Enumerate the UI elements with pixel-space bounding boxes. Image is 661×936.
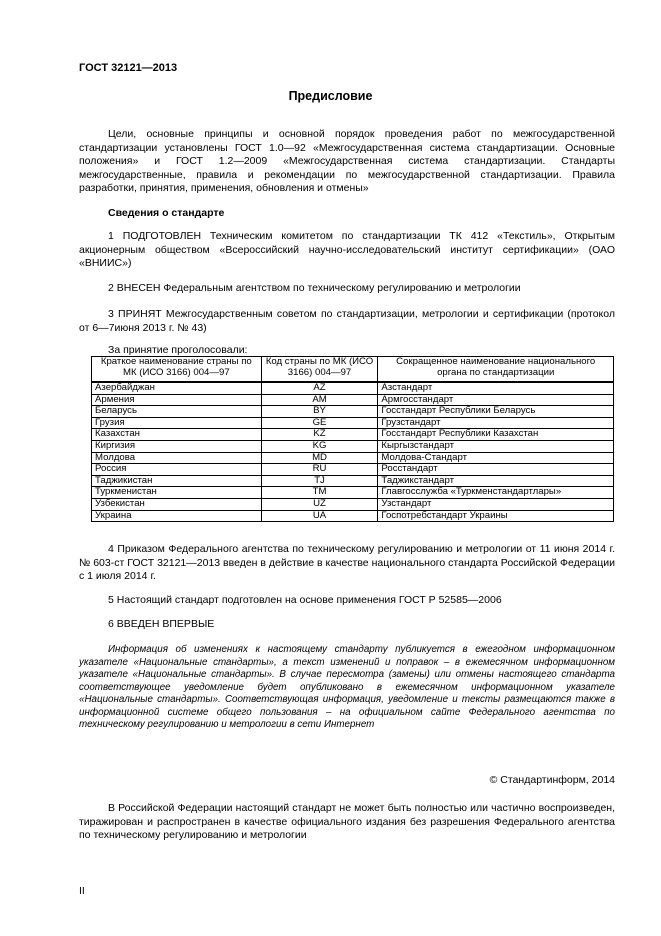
cell-country: Азербайджан: [92, 382, 262, 394]
cell-country: Казахстан: [92, 429, 262, 441]
legal-note: В Российской Федерации настоящий стандарт не может быть полностью или частично воспроизведен, тиражирован и распространен в качестве официального издания без разрешения Федерального агентства по техническому регулированию и метрологии: [79, 802, 615, 841]
cell-code: AM: [261, 394, 378, 406]
table-row: [92, 510, 614, 522]
table-row: [92, 498, 614, 510]
table-row: [92, 417, 614, 429]
cell-country: Армения: [92, 394, 262, 406]
table-row: [92, 429, 614, 441]
document-id: ГОСТ 32121—2013: [79, 62, 178, 74]
votes-label: За принятие проголосовали:: [108, 344, 248, 356]
table-row: [92, 464, 614, 476]
section-heading: Сведения о стандарте: [108, 207, 225, 219]
header-country: Краткое наименование страны по МК (ИСО 3166) 004—97: [92, 357, 262, 383]
cell-body: Кыргызстандарт: [378, 440, 614, 452]
cell-body: Молдова-Стандарт: [378, 452, 614, 464]
table-row: [92, 382, 614, 394]
cell-code: GE: [261, 417, 378, 429]
page-number: II: [79, 885, 85, 897]
cell-body: Госстандарт Республики Беларусь: [378, 406, 614, 418]
cell-body: Узстандарт: [378, 498, 614, 510]
votes-table: [91, 356, 614, 522]
cell-body: Армгосстандарт: [378, 394, 614, 406]
table-row: [92, 440, 614, 452]
item-5-paragraph: 5 Настоящий стандарт подготовлен на основе применения ГОСТ Р 52585—2006: [108, 594, 502, 606]
cell-body: Госстандарт Республики Казахстан: [378, 429, 614, 441]
cell-code: KG: [261, 440, 378, 452]
table-row: [92, 487, 614, 499]
cell-code: UZ: [261, 498, 378, 510]
cell-code: TJ: [261, 475, 378, 487]
cell-body: Азстандарт: [378, 382, 614, 394]
header-code: Код страны по МК (ИСО 3166) 004—97: [261, 357, 378, 383]
item-6-paragraph: 6 ВВЕДЕН ВПЕРВЫЕ: [108, 618, 215, 630]
cell-body: Главгосслужба «Туркменстандартлары»: [378, 487, 614, 499]
table-row: [92, 475, 614, 487]
cell-body: Росстандарт: [378, 464, 614, 476]
page-title: Предисловие: [288, 89, 373, 103]
intro-paragraph: Цели, основные принципы и основной порядок проведения работ по межгосударственной стандартизации установлены ГОСТ 1.0—92 «Межгосударственная система стандартизации. Основные положения» и ГОСТ 1.2—2009 «Межгосударственная система стандартизации. Стандарты межгосударственные, правила и рекомендации по межгосударственной стандартизации. Правила разработки, принятия, применения, обновления и отмены»: [79, 128, 615, 194]
cell-code: BY: [261, 406, 378, 418]
item-2-paragraph: 2 ВНЕСЕН Федеральным агентством по техническому регулированию и метрологии: [108, 282, 521, 294]
item-3-paragraph: 3 ПРИНЯТ Межгосударственным советом по стандартизации, метрологии и сертификации (протокол от 6—7июня 2013 г. № 43): [79, 308, 615, 334]
table-row: [92, 394, 614, 406]
cell-country: Таджикистан: [92, 475, 262, 487]
table-row: [92, 406, 614, 418]
cell-code: KZ: [261, 429, 378, 441]
cell-code: UA: [261, 510, 378, 522]
cell-code: TM: [261, 487, 378, 499]
copyright: © Стандартинформ, 2014: [489, 774, 615, 786]
votes-table-container: [91, 356, 614, 522]
cell-body: Грузстандарт: [378, 417, 614, 429]
info-note: Информация об изменениях к настоящему стандарту публикуется в ежегодном информационном указателе «Национальные стандарты», а текст изменений и поправок – в ежемесячном информационном указателе «Национальные стандарты». В случае пересмотра (замены) или отмены настоящего стандарта соответствующее уведомление будет опубликовано в ежемесячном информационном указателе «Национальные стандарты». Соответствующая информация, уведомление и тексты размещаются также в информационной системе общего пользования – на официальном сайте Федерального агентства по техническому регулированию и метрологии в сети Интернет: [79, 644, 615, 730]
item-1-paragraph: 1 ПОДГОТОВЛЕН Техническим комитетом по стандартизации ТК 412 «Текстиль», Открытым акционерным обществом «Всероссийский научно-исследовательский институт сертификации» (ОАО «ВНИИС»): [79, 230, 615, 269]
table-row: [92, 452, 614, 464]
cell-country: Россия: [92, 464, 262, 476]
header-body: Сокращенное наименование национального органа по стандартизации: [378, 357, 614, 383]
cell-country: Украина: [92, 510, 262, 522]
cell-country: Молдова: [92, 452, 262, 464]
cell-code: AZ: [261, 382, 378, 394]
cell-code: RU: [261, 464, 378, 476]
cell-code: MD: [261, 452, 378, 464]
cell-country: Киргизия: [92, 440, 262, 452]
cell-body: Госпотребстандарт Украины: [378, 510, 614, 522]
item-4-paragraph: 4 Приказом Федерального агентства по техническому регулированию и метрологии от 11 июня 2014 г. № 603-ст ГОСТ 32121—2013 введен в действие в качестве национального стандарта Российской Федерации с 1 июля 2014 г.: [79, 543, 615, 582]
cell-country: Грузия: [92, 417, 262, 429]
table-header-row: [92, 357, 614, 383]
cell-body: Таджикстандарт: [378, 475, 614, 487]
cell-country: Туркменистан: [92, 487, 262, 499]
cell-country: Беларусь: [92, 406, 262, 418]
cell-country: Узбекистан: [92, 498, 262, 510]
